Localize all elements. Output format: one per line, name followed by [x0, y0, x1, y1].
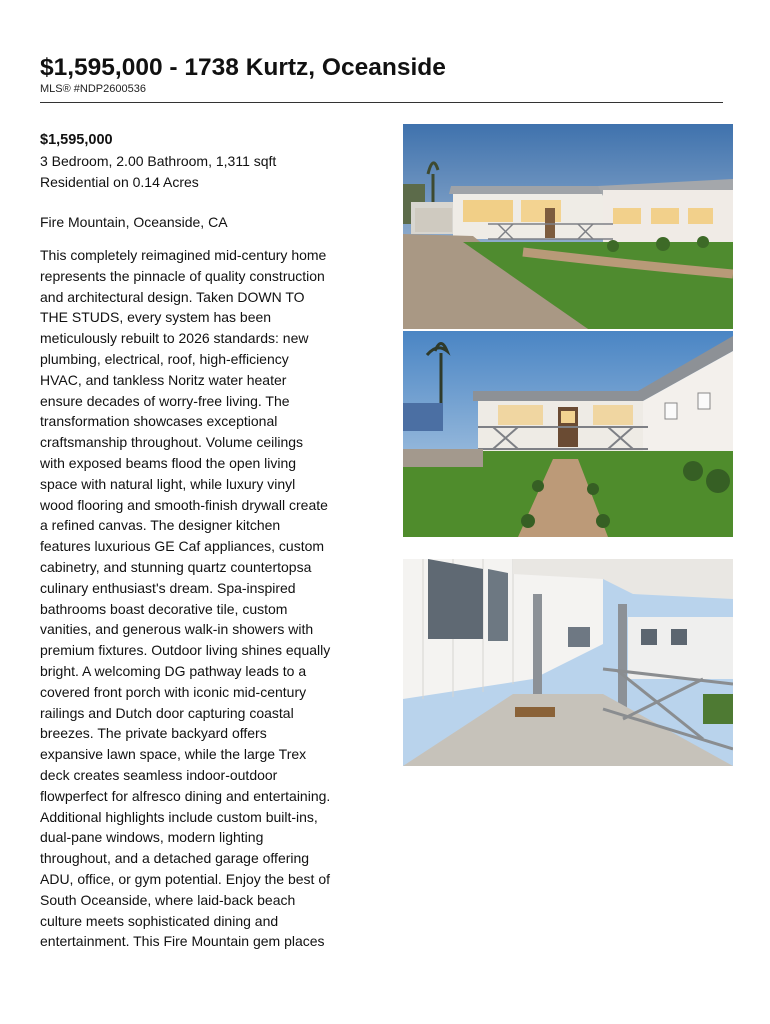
description-line: ensure decades of worry-free living. The: [40, 392, 290, 409]
description-line: HVAC, and tankless Noritz water heater: [40, 371, 287, 388]
property-type: Residential on 0.14 Acres: [40, 174, 199, 190]
description-line: expansive lawn space, while the large Trex: [40, 746, 307, 763]
description-line: space with natural light, while luxury vinyl: [40, 475, 296, 492]
photo-front-exterior[interactable]: [403, 124, 733, 329]
description-line: premium fixtures. Outdoor living shines equally: [40, 642, 331, 659]
description-line: and architectural design. Taken DOWN TO: [40, 288, 305, 305]
description-line: flowperfect for alfresco dining and entertaining.: [40, 787, 331, 804]
description-line: bright. A welcoming DG pathway leads to a: [40, 662, 307, 679]
description-line: THE STUDS, every system has been: [40, 309, 272, 326]
description-line: with exposed beams flood the open living: [40, 454, 297, 471]
description-line: South Oceanside, where laid-back beach: [40, 891, 296, 908]
description-line: throughout, and a detached garage offering: [40, 850, 310, 867]
description-line: This completely reimagined mid-century home: [40, 247, 327, 263]
description-line: transformation showcases exceptional: [40, 413, 278, 430]
description-line: vanities, and generous walk-in showers with: [40, 621, 314, 638]
description-line: dual-pane windows, modern lighting: [40, 829, 264, 846]
description-line: a refined canvas. The designer kitchen: [40, 517, 281, 534]
listing-price: $1,595,000: [40, 132, 113, 148]
description-line: ADU, office, or gym potential. Enjoy the best of: [40, 870, 331, 887]
description-line: breezes. The private backyard offers: [40, 725, 267, 742]
description-line: railings and Dutch door capturing coastal: [40, 704, 294, 721]
header-divider: [40, 102, 723, 103]
description-line: deck creates seamless indoor-outdoor: [40, 766, 278, 783]
listing-location: Fire Mountain, Oceanside, CA: [40, 214, 228, 230]
description-line: culture meets sophisticated dining and: [40, 912, 279, 929]
description-line: plumbing, electrical, roof, high-efficiency: [40, 350, 289, 367]
description-line: cabinetry, and stunning quartz countertopsa: [40, 558, 312, 575]
description-line: culinary enthusiast's dream. Spa-inspired: [40, 579, 296, 596]
photo-front-porch[interactable]: [403, 331, 733, 537]
description-line: represents the pinnacle of quality construction: [40, 267, 325, 284]
listing-details: [40, 130, 370, 952]
description-line: bathrooms boast decorative tile, custom: [40, 600, 288, 617]
description-line: wood flooring and smooth-finish drywall create: [40, 496, 328, 513]
description-line: meticulously rebuilt to 2026 standards: new: [40, 330, 309, 347]
description-line: covered front porch with iconic mid-century: [40, 683, 307, 700]
description-line: craftsmanship throughout. Volume ceilings: [40, 434, 304, 451]
description-line: Additional highlights include custom built-ins,: [40, 808, 318, 825]
listing-specs: 3 Bedroom, 2.00 Bathroom, 1,311 sqft: [40, 153, 277, 169]
listing-description: [40, 245, 370, 952]
mls-number: MLS® #NDP2600536: [40, 83, 146, 95]
page-title: $1,595,000 - 1738 Kurtz, Oceanside: [40, 54, 446, 81]
description-line: entertainment. This Fire Mountain gem places: [40, 933, 325, 950]
description-line: features luxurious GE Caf appliances, custom: [40, 538, 325, 555]
photo-covered-porch[interactable]: [403, 559, 733, 766]
